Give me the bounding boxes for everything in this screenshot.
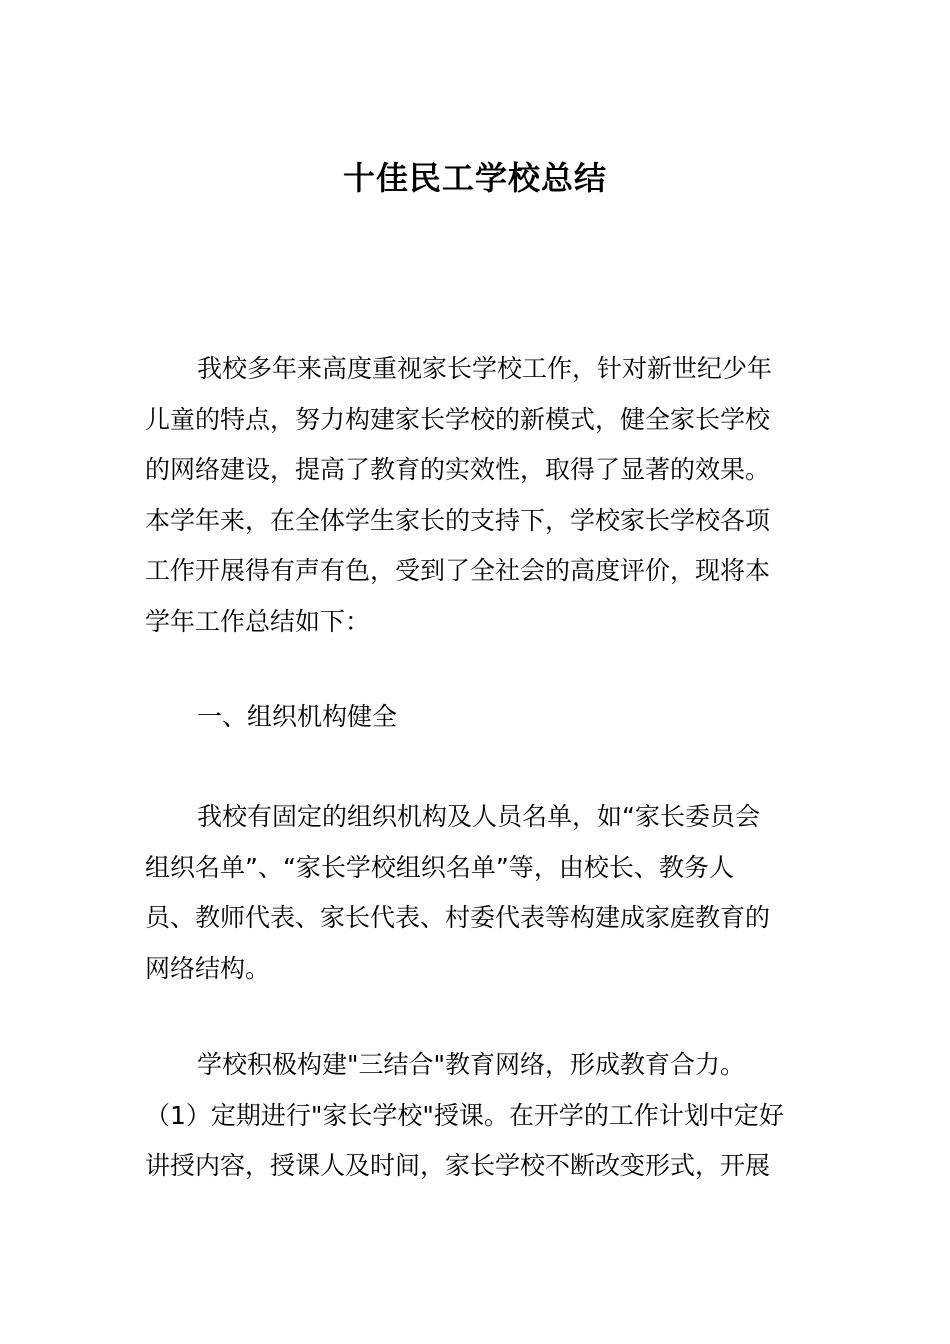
text-line: 网络结构。: [145, 953, 271, 983]
document-title: 十佳民工学校总结: [342, 159, 607, 197]
text-line: 本学年来，在全体学生家长的支持下，学校家长学校各项: [145, 505, 771, 535]
text-line: 的网络建设，提高了教育的实效性，取得了显著的效果。: [145, 455, 771, 484]
text-line: 讲授内容，授课人及时间，家长学校不断改变形式，开展: [145, 1151, 771, 1180]
text-line: 工作开展得有声有色，受到了全社会的高度评价，现将本: [145, 556, 771, 585]
text-line: 员、教师代表、家长代表、村委代表等构建成家庭教育的: [145, 903, 771, 932]
paragraph-network: [145, 1040, 805, 1192]
paragraph-organization: [145, 792, 805, 994]
text-line: 学年工作总结如下：: [145, 606, 371, 636]
text-line: 我校有固定的组织机构及人员名单，如“家长委员会: [197, 802, 760, 831]
text-line: 我校多年来高度重视家长学校工作，针对新世纪少年: [197, 354, 773, 383]
text-line: 学校积极构建"三结合"教育网络，形成教育合力。: [197, 1050, 745, 1079]
text-line: 儿童的特点，努力构建家长学校的新模式，健全家长学校: [145, 404, 771, 434]
heading-text: 一、组织机构健全: [197, 702, 398, 731]
section-heading: [145, 692, 805, 743]
text-line: （1）定期进行"家长学校"授课。在开学的工作计划中定好: [145, 1100, 784, 1130]
paragraph-intro: [145, 344, 805, 647]
text-line: 组织名单”、“家长学校组织名单”等，由校长、教务人: [145, 852, 734, 882]
